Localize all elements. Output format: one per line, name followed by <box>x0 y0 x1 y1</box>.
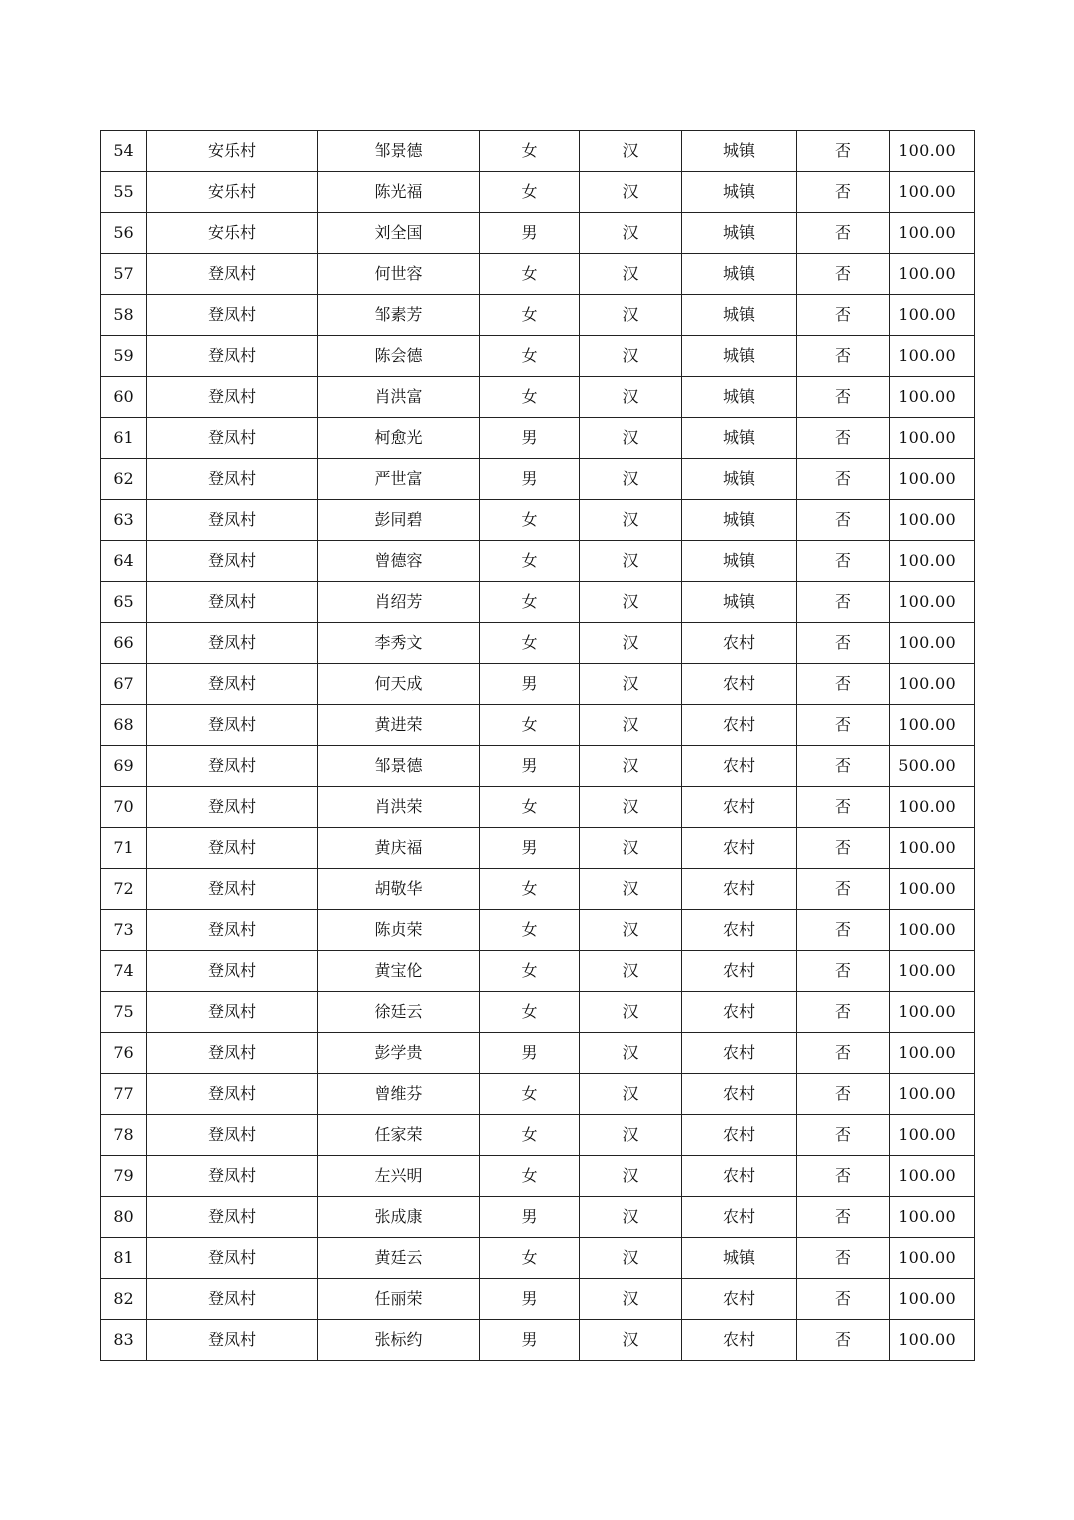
amount-cell: 100.00 <box>890 541 975 582</box>
village-name-cell: 登凤村 <box>147 1238 318 1279</box>
roster-table <box>100 130 975 1361</box>
table-row <box>101 131 975 172</box>
residence-type-cell: 农村 <box>682 992 797 1033</box>
table-row <box>101 582 975 623</box>
person-name-cell: 黄进荣 <box>318 705 480 746</box>
amount-cell: 100.00 <box>890 377 975 418</box>
amount-cell: 100.00 <box>890 1074 975 1115</box>
gender-cell: 男 <box>480 1320 580 1361</box>
gender-cell: 女 <box>480 336 580 377</box>
gender-cell: 男 <box>480 459 580 500</box>
roster-table-body <box>101 131 975 1361</box>
ethnicity-cell: 汉 <box>580 664 682 705</box>
ethnicity-cell: 汉 <box>580 1156 682 1197</box>
gender-cell: 女 <box>480 254 580 295</box>
amount-cell: 100.00 <box>890 664 975 705</box>
amount-cell: 100.00 <box>890 254 975 295</box>
person-name-cell: 黄庆福 <box>318 828 480 869</box>
village-name-cell: 登凤村 <box>147 418 318 459</box>
ethnicity-cell: 汉 <box>580 418 682 459</box>
amount-cell: 100.00 <box>890 582 975 623</box>
residence-type-cell: 城镇 <box>682 418 797 459</box>
amount-cell: 100.00 <box>890 869 975 910</box>
row-number-cell: 54 <box>101 131 147 172</box>
row-number-cell: 55 <box>101 172 147 213</box>
table-row <box>101 623 975 664</box>
ethnicity-cell: 汉 <box>580 254 682 295</box>
amount-cell: 100.00 <box>890 1238 975 1279</box>
flag-value-cell: 否 <box>797 336 890 377</box>
village-name-cell: 登凤村 <box>147 1279 318 1320</box>
flag-value-cell: 否 <box>797 131 890 172</box>
row-number-cell: 59 <box>101 336 147 377</box>
gender-cell: 女 <box>480 992 580 1033</box>
row-number-cell: 75 <box>101 992 147 1033</box>
ethnicity-cell: 汉 <box>580 746 682 787</box>
row-number-cell: 65 <box>101 582 147 623</box>
ethnicity-cell: 汉 <box>580 172 682 213</box>
village-name-cell: 登凤村 <box>147 869 318 910</box>
row-number-cell: 57 <box>101 254 147 295</box>
village-name-cell: 登凤村 <box>147 1033 318 1074</box>
row-number-cell: 67 <box>101 664 147 705</box>
ethnicity-cell: 汉 <box>580 582 682 623</box>
flag-value-cell: 否 <box>797 213 890 254</box>
flag-value-cell: 否 <box>797 746 890 787</box>
amount-cell: 100.00 <box>890 295 975 336</box>
ethnicity-cell: 汉 <box>580 1074 682 1115</box>
table-row <box>101 1320 975 1361</box>
flag-value-cell: 否 <box>797 1156 890 1197</box>
amount-cell: 100.00 <box>890 1279 975 1320</box>
village-name-cell: 安乐村 <box>147 213 318 254</box>
person-name-cell: 黄廷云 <box>318 1238 480 1279</box>
flag-value-cell: 否 <box>797 1320 890 1361</box>
amount-cell: 100.00 <box>890 951 975 992</box>
person-name-cell: 任家荣 <box>318 1115 480 1156</box>
flag-value-cell: 否 <box>797 623 890 664</box>
person-name-cell: 严世富 <box>318 459 480 500</box>
gender-cell: 女 <box>480 623 580 664</box>
village-name-cell: 登凤村 <box>147 254 318 295</box>
row-number-cell: 63 <box>101 500 147 541</box>
person-name-cell: 邹素芳 <box>318 295 480 336</box>
village-name-cell: 登凤村 <box>147 336 318 377</box>
village-name-cell: 登凤村 <box>147 623 318 664</box>
ethnicity-cell: 汉 <box>580 213 682 254</box>
residence-type-cell: 城镇 <box>682 295 797 336</box>
table-row <box>101 1074 975 1115</box>
flag-value-cell: 否 <box>797 459 890 500</box>
row-number-cell: 78 <box>101 1115 147 1156</box>
gender-cell: 女 <box>480 1074 580 1115</box>
flag-value-cell: 否 <box>797 582 890 623</box>
ethnicity-cell: 汉 <box>580 828 682 869</box>
amount-cell: 100.00 <box>890 910 975 951</box>
gender-cell: 女 <box>480 541 580 582</box>
row-number-cell: 76 <box>101 1033 147 1074</box>
flag-value-cell: 否 <box>797 172 890 213</box>
row-number-cell: 64 <box>101 541 147 582</box>
row-number-cell: 72 <box>101 869 147 910</box>
flag-value-cell: 否 <box>797 295 890 336</box>
residence-type-cell: 农村 <box>682 746 797 787</box>
ethnicity-cell: 汉 <box>580 500 682 541</box>
amount-cell: 100.00 <box>890 172 975 213</box>
gender-cell: 男 <box>480 664 580 705</box>
table-row <box>101 992 975 1033</box>
village-name-cell: 登凤村 <box>147 1156 318 1197</box>
person-name-cell: 胡敬华 <box>318 869 480 910</box>
table-row <box>101 951 975 992</box>
row-number-cell: 83 <box>101 1320 147 1361</box>
flag-value-cell: 否 <box>797 910 890 951</box>
table-row <box>101 1156 975 1197</box>
table-row <box>101 787 975 828</box>
flag-value-cell: 否 <box>797 992 890 1033</box>
person-name-cell: 何天成 <box>318 664 480 705</box>
residence-type-cell: 城镇 <box>682 459 797 500</box>
ethnicity-cell: 汉 <box>580 336 682 377</box>
person-name-cell: 陈贞荣 <box>318 910 480 951</box>
person-name-cell: 左兴明 <box>318 1156 480 1197</box>
ethnicity-cell: 汉 <box>580 623 682 664</box>
ethnicity-cell: 汉 <box>580 541 682 582</box>
person-name-cell: 彭同碧 <box>318 500 480 541</box>
gender-cell: 女 <box>480 500 580 541</box>
row-number-cell: 62 <box>101 459 147 500</box>
row-number-cell: 71 <box>101 828 147 869</box>
person-name-cell: 曾维芬 <box>318 1074 480 1115</box>
village-name-cell: 登凤村 <box>147 1197 318 1238</box>
flag-value-cell: 否 <box>797 869 890 910</box>
flag-value-cell: 否 <box>797 377 890 418</box>
amount-cell: 100.00 <box>890 418 975 459</box>
ethnicity-cell: 汉 <box>580 910 682 951</box>
residence-type-cell: 城镇 <box>682 213 797 254</box>
flag-value-cell: 否 <box>797 705 890 746</box>
village-name-cell: 登凤村 <box>147 664 318 705</box>
row-number-cell: 70 <box>101 787 147 828</box>
amount-cell: 100.00 <box>890 1115 975 1156</box>
village-name-cell: 登凤村 <box>147 377 318 418</box>
village-name-cell: 登凤村 <box>147 295 318 336</box>
village-name-cell: 登凤村 <box>147 951 318 992</box>
row-number-cell: 60 <box>101 377 147 418</box>
amount-cell: 100.00 <box>890 1320 975 1361</box>
row-number-cell: 66 <box>101 623 147 664</box>
village-name-cell: 登凤村 <box>147 787 318 828</box>
amount-cell: 100.00 <box>890 787 975 828</box>
residence-type-cell: 农村 <box>682 869 797 910</box>
gender-cell: 女 <box>480 582 580 623</box>
table-row <box>101 1115 975 1156</box>
person-name-cell: 肖洪荣 <box>318 787 480 828</box>
person-name-cell: 彭学贵 <box>318 1033 480 1074</box>
residence-type-cell: 农村 <box>682 1156 797 1197</box>
flag-value-cell: 否 <box>797 1033 890 1074</box>
gender-cell: 男 <box>480 828 580 869</box>
flag-value-cell: 否 <box>797 418 890 459</box>
gender-cell: 女 <box>480 910 580 951</box>
flag-value-cell: 否 <box>797 1074 890 1115</box>
row-number-cell: 79 <box>101 1156 147 1197</box>
person-name-cell: 肖绍芳 <box>318 582 480 623</box>
person-name-cell: 邹景德 <box>318 131 480 172</box>
amount-cell: 100.00 <box>890 213 975 254</box>
gender-cell: 女 <box>480 295 580 336</box>
residence-type-cell: 农村 <box>682 664 797 705</box>
ethnicity-cell: 汉 <box>580 1115 682 1156</box>
flag-value-cell: 否 <box>797 541 890 582</box>
row-number-cell: 61 <box>101 418 147 459</box>
village-name-cell: 登凤村 <box>147 828 318 869</box>
row-number-cell: 56 <box>101 213 147 254</box>
village-name-cell: 登凤村 <box>147 541 318 582</box>
residence-type-cell: 农村 <box>682 1074 797 1115</box>
person-name-cell: 刘全国 <box>318 213 480 254</box>
table-row <box>101 336 975 377</box>
residence-type-cell: 农村 <box>682 1320 797 1361</box>
village-name-cell: 安乐村 <box>147 172 318 213</box>
gender-cell: 女 <box>480 705 580 746</box>
person-name-cell: 陈会德 <box>318 336 480 377</box>
gender-cell: 女 <box>480 377 580 418</box>
amount-cell: 100.00 <box>890 705 975 746</box>
amount-cell: 100.00 <box>890 459 975 500</box>
gender-cell: 男 <box>480 1033 580 1074</box>
table-row <box>101 664 975 705</box>
row-number-cell: 73 <box>101 910 147 951</box>
ethnicity-cell: 汉 <box>580 869 682 910</box>
table-row <box>101 1238 975 1279</box>
residence-type-cell: 农村 <box>682 1279 797 1320</box>
table-row <box>101 1197 975 1238</box>
residence-type-cell: 农村 <box>682 623 797 664</box>
table-row <box>101 746 975 787</box>
amount-cell: 100.00 <box>890 1156 975 1197</box>
table-row <box>101 172 975 213</box>
gender-cell: 女 <box>480 1238 580 1279</box>
row-number-cell: 58 <box>101 295 147 336</box>
row-number-cell: 80 <box>101 1197 147 1238</box>
person-name-cell: 李秀文 <box>318 623 480 664</box>
village-name-cell: 登凤村 <box>147 992 318 1033</box>
gender-cell: 女 <box>480 951 580 992</box>
gender-cell: 男 <box>480 1197 580 1238</box>
table-row <box>101 459 975 500</box>
table-row <box>101 705 975 746</box>
residence-type-cell: 城镇 <box>682 336 797 377</box>
table-row <box>101 1033 975 1074</box>
village-name-cell: 登凤村 <box>147 459 318 500</box>
residence-type-cell: 城镇 <box>682 377 797 418</box>
ethnicity-cell: 汉 <box>580 377 682 418</box>
flag-value-cell: 否 <box>797 254 890 295</box>
gender-cell: 男 <box>480 418 580 459</box>
person-name-cell: 邹景德 <box>318 746 480 787</box>
person-name-cell: 曾德容 <box>318 541 480 582</box>
residence-type-cell: 城镇 <box>682 541 797 582</box>
ethnicity-cell: 汉 <box>580 1197 682 1238</box>
table-row <box>101 828 975 869</box>
ethnicity-cell: 汉 <box>580 131 682 172</box>
amount-cell: 100.00 <box>890 623 975 664</box>
flag-value-cell: 否 <box>797 1238 890 1279</box>
ethnicity-cell: 汉 <box>580 295 682 336</box>
village-name-cell: 登凤村 <box>147 705 318 746</box>
gender-cell: 男 <box>480 213 580 254</box>
person-name-cell: 张成康 <box>318 1197 480 1238</box>
ethnicity-cell: 汉 <box>580 787 682 828</box>
table-row <box>101 500 975 541</box>
residence-type-cell: 农村 <box>682 910 797 951</box>
residence-type-cell: 城镇 <box>682 1238 797 1279</box>
table-row <box>101 910 975 951</box>
amount-cell: 100.00 <box>890 992 975 1033</box>
ethnicity-cell: 汉 <box>580 951 682 992</box>
ethnicity-cell: 汉 <box>580 459 682 500</box>
table-row <box>101 869 975 910</box>
table-row <box>101 1279 975 1320</box>
row-number-cell: 69 <box>101 746 147 787</box>
table-row <box>101 541 975 582</box>
ethnicity-cell: 汉 <box>580 992 682 1033</box>
residence-type-cell: 城镇 <box>682 582 797 623</box>
person-name-cell: 肖洪富 <box>318 377 480 418</box>
ethnicity-cell: 汉 <box>580 705 682 746</box>
person-name-cell: 徐廷云 <box>318 992 480 1033</box>
village-name-cell: 登凤村 <box>147 910 318 951</box>
residence-type-cell: 农村 <box>682 1197 797 1238</box>
residence-type-cell: 农村 <box>682 787 797 828</box>
residence-type-cell: 城镇 <box>682 172 797 213</box>
row-number-cell: 74 <box>101 951 147 992</box>
village-name-cell: 登凤村 <box>147 746 318 787</box>
person-name-cell: 何世容 <box>318 254 480 295</box>
flag-value-cell: 否 <box>797 787 890 828</box>
flag-value-cell: 否 <box>797 500 890 541</box>
residence-type-cell: 农村 <box>682 828 797 869</box>
person-name-cell: 张标约 <box>318 1320 480 1361</box>
row-number-cell: 82 <box>101 1279 147 1320</box>
gender-cell: 男 <box>480 746 580 787</box>
amount-cell: 100.00 <box>890 131 975 172</box>
village-name-cell: 登凤村 <box>147 1115 318 1156</box>
ethnicity-cell: 汉 <box>580 1279 682 1320</box>
gender-cell: 女 <box>480 172 580 213</box>
amount-cell: 100.00 <box>890 1033 975 1074</box>
gender-cell: 女 <box>480 787 580 828</box>
table-row <box>101 213 975 254</box>
village-name-cell: 登凤村 <box>147 1074 318 1115</box>
table-row <box>101 418 975 459</box>
village-name-cell: 安乐村 <box>147 131 318 172</box>
person-name-cell: 任丽荣 <box>318 1279 480 1320</box>
village-name-cell: 登凤村 <box>147 1320 318 1361</box>
residence-type-cell: 农村 <box>682 951 797 992</box>
person-name-cell: 黄宝伦 <box>318 951 480 992</box>
residence-type-cell: 城镇 <box>682 500 797 541</box>
row-number-cell: 81 <box>101 1238 147 1279</box>
ethnicity-cell: 汉 <box>580 1238 682 1279</box>
person-name-cell: 陈光福 <box>318 172 480 213</box>
ethnicity-cell: 汉 <box>580 1033 682 1074</box>
flag-value-cell: 否 <box>797 1279 890 1320</box>
gender-cell: 男 <box>480 1279 580 1320</box>
village-name-cell: 登凤村 <box>147 500 318 541</box>
flag-value-cell: 否 <box>797 828 890 869</box>
amount-cell: 100.00 <box>890 336 975 377</box>
amount-cell: 100.00 <box>890 1197 975 1238</box>
gender-cell: 女 <box>480 869 580 910</box>
flag-value-cell: 否 <box>797 1197 890 1238</box>
residence-type-cell: 农村 <box>682 705 797 746</box>
residence-type-cell: 农村 <box>682 1033 797 1074</box>
gender-cell: 女 <box>480 1156 580 1197</box>
amount-cell: 100.00 <box>890 828 975 869</box>
village-name-cell: 登凤村 <box>147 582 318 623</box>
gender-cell: 女 <box>480 1115 580 1156</box>
flag-value-cell: 否 <box>797 951 890 992</box>
flag-value-cell: 否 <box>797 1115 890 1156</box>
row-number-cell: 68 <box>101 705 147 746</box>
flag-value-cell: 否 <box>797 664 890 705</box>
table-row <box>101 254 975 295</box>
row-number-cell: 77 <box>101 1074 147 1115</box>
residence-type-cell: 城镇 <box>682 131 797 172</box>
amount-cell: 100.00 <box>890 500 975 541</box>
ethnicity-cell: 汉 <box>580 1320 682 1361</box>
table-row <box>101 377 975 418</box>
residence-type-cell: 城镇 <box>682 254 797 295</box>
amount-cell: 500.00 <box>890 746 975 787</box>
person-name-cell: 柯愈光 <box>318 418 480 459</box>
table-row <box>101 295 975 336</box>
gender-cell: 女 <box>480 131 580 172</box>
residence-type-cell: 农村 <box>682 1115 797 1156</box>
